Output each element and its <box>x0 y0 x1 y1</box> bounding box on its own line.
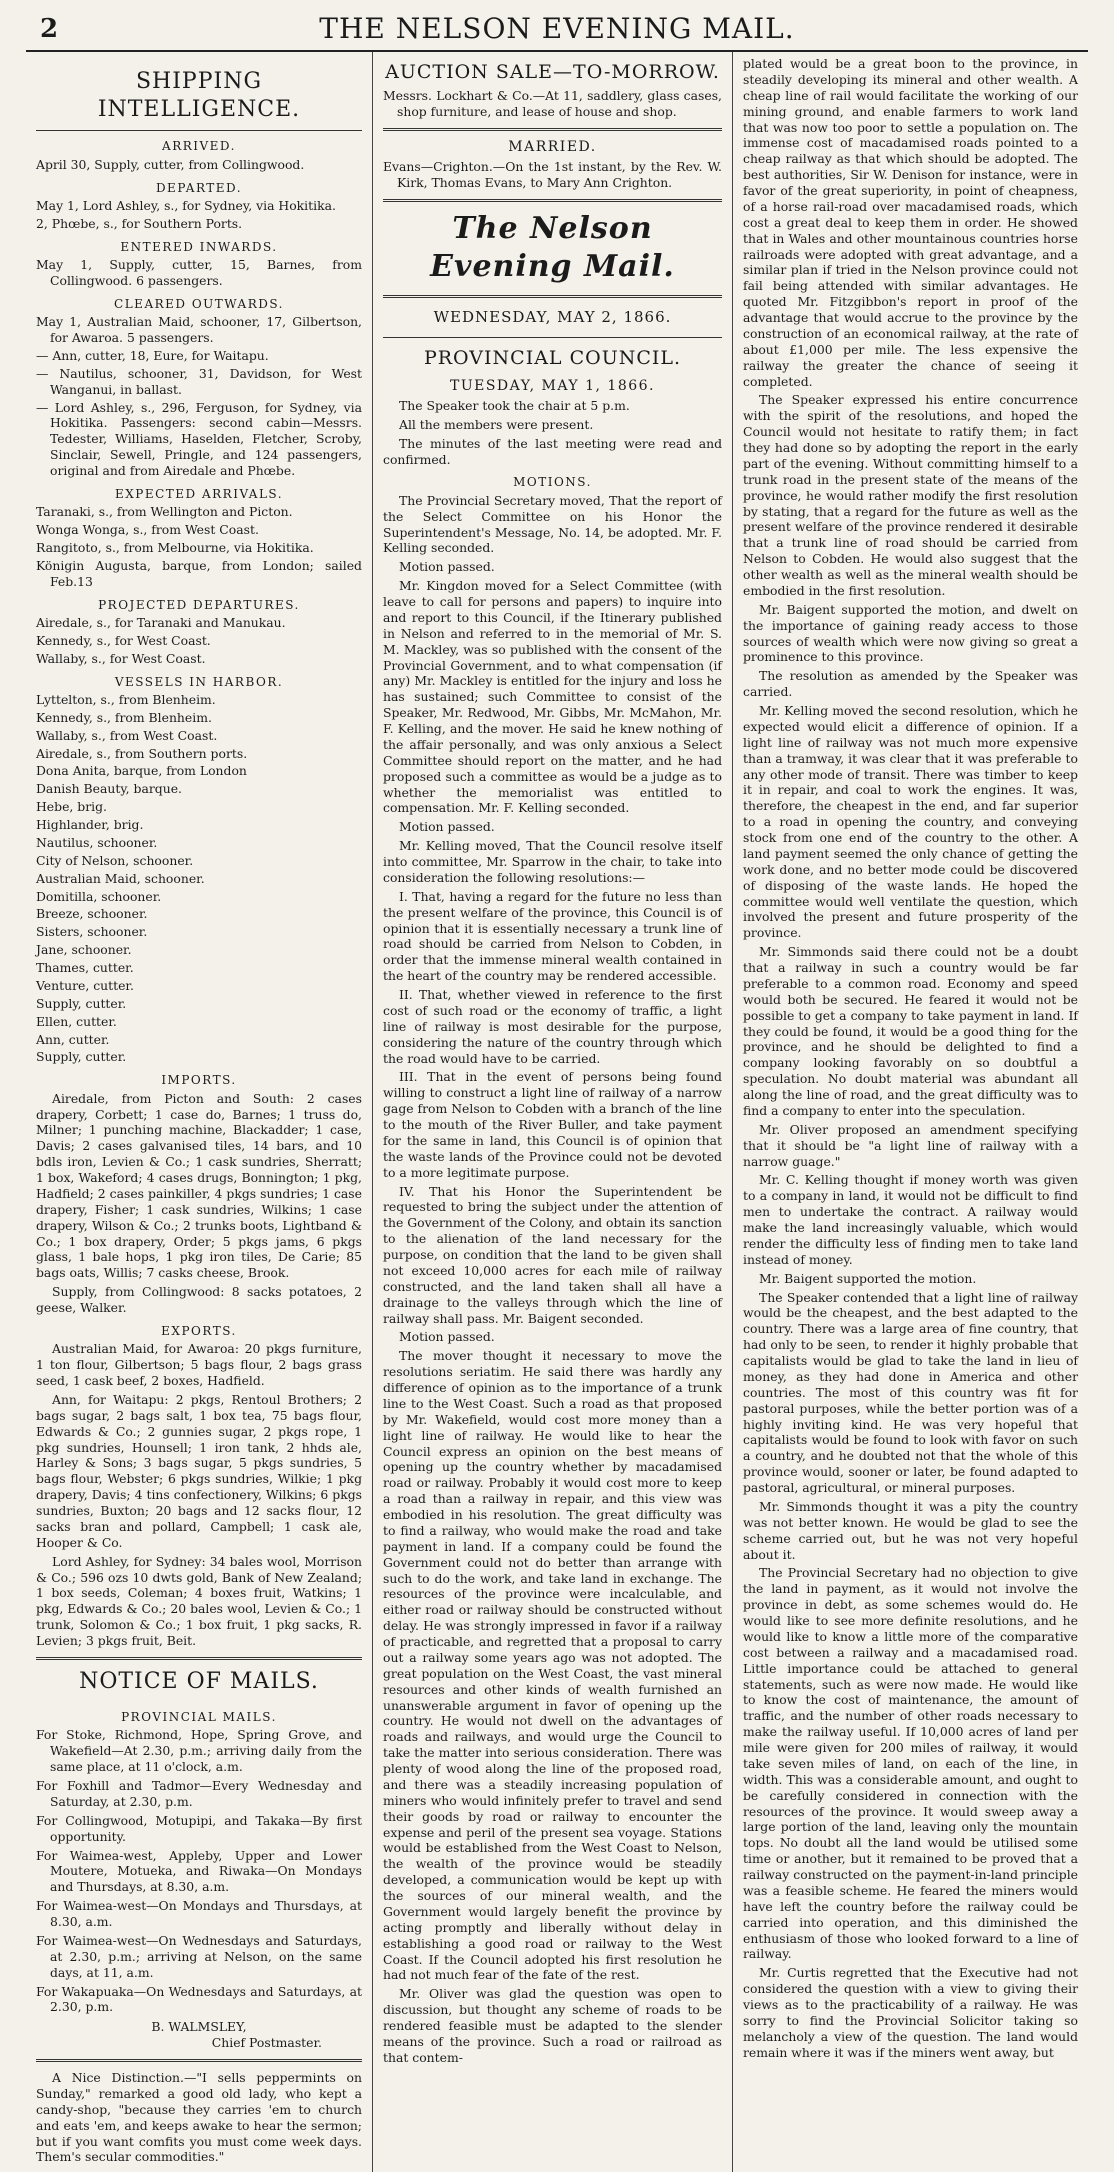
shipping-section-heading: VESSELS IN HARBOR. <box>114 674 284 689</box>
shipping-entry: Breeze, schooner. <box>36 906 148 922</box>
shipping-entry: — Nautilus, schooner, 31, Davidson, for West Wanganui, in ballast. <box>36 365 362 397</box>
export-entry: Ann, for Waitapu: 2 pkgs, Rentoul Brothers; 2 bags sugar, 2 bags salt, 1 box tea, 75 bags flour, Edwards & Co.; 2 gunnies sugar, 2 pkgs rope, 1 pkg sundries, Hounsell; 1 iron tank, 2 hhds ale, Harley & Sons; 3 bags sugar, 5 pkgs sundries, 5 bags flour, Webster; 6 pkgs sundries, Wilkie; 1 pkg drapery, Davis; 4 tins confectionery, Wilkins; 6 pkgs sundries, Buxton; 20 bags and 12 sacks flour, 12 sacks bran and pollard, Campbell; 1 cask ale, Hooper & Co. <box>36 1391 362 1550</box>
shipping-sections <box>36 139 362 1065</box>
nice-distinction: A Nice Distinction.—"I sells peppermints on Sunday," remarked a good old lady, who kept a candy-shop, "because they carries 'em to church and eats 'em, and keeps awake to hear the sermon; but if you want comfits you must come week days. Them's secular commodities." <box>36 2070 362 2165</box>
shipping-section-heading: DEPARTED. <box>155 180 243 195</box>
council-paragraph: Mr. Baigent supported the motion, and dwelt on the importance of gaining ready access to those sources of wealth which were now giving so great a prominence to this province. <box>743 601 1078 665</box>
shipping-entry: Rangitoto, s., from Melbourne, via Hokitika. <box>36 539 314 555</box>
mails-list <box>36 1727 362 2015</box>
shipping-section-heading: EXPECTED ARRIVALS. <box>114 486 284 501</box>
import-entry: Supply, from Collingwood: 8 sacks potatoes, 2 geese, Walker. <box>36 1284 362 1316</box>
council-paragraph: Mr. Simmonds thought it was a pity the country was not better known. He would be glad to see the scheme carried out, but he was not very hopeful about it. <box>743 1498 1078 1562</box>
council-title: PROVINCIAL COUNCIL. <box>423 346 682 369</box>
married-text: Evans—Crighton.—On the 1st instant, by the Rev. W. Kirk, Thomas Evans, to Mary Ann Crighton. <box>383 158 722 190</box>
council-paragraph: The Provincial Secretary moved, That the report of the Select Committee on his Honor the Superintendent's Message, No. 14, be adopted. Mr. F. Kelling seconded. <box>383 492 722 556</box>
shipping-entry: Dona Anita, barque, from London <box>36 763 247 779</box>
shipping-section-heading: ENTERED INWARDS. <box>120 239 278 254</box>
column-1 <box>26 52 372 2172</box>
page-number: 2 <box>40 14 59 44</box>
council-paragraph: The Provincial Secretary had no objection to give the land in payment, as it would not involve the province in debt, as some schemes would do. He would like to see more definite resolutions, and he would like to know a little more of the comparative cost between a railway and a macadamised road. Little importance could be attached to general statements, such as were now made. He would like to know the cost of maintenance, the amount of traffic, and the number of other roads necessary to make the railway useful. If 10,000 acres of land per mile were given for 200 miles of railway, it would take seven miles of land, on each of the line, in width. This was a considerable amount, and ought to be carefully considered in connection with the resources of the province. It would sweep away a large portion of the land, leaving only the mountain tops. No doubt all the land would be utilised some time or another, but it remained to be proved that a railway constructed on the payment-in-land principle was a feasible scheme. He feared the miners would have left the country before the railway could be carried into operation, and this diminished the enthusiasm of those who looked forward to a line of railway. <box>743 1565 1078 1962</box>
shipping-entry: Danish Beauty, barque. <box>36 781 182 797</box>
shipping-section-heading: PROJECTED DEPARTURES. <box>98 597 300 612</box>
shipping-entry: April 30, Supply, cutter, from Collingwood. <box>36 156 305 172</box>
shipping-title: SHIPPING INTELLIGENCE. <box>36 68 362 131</box>
mail-entry: For Wakapuaka—On Wednesdays and Saturdays, at 2.30, p.m. <box>36 1983 362 2015</box>
council-paragraph: Mr. Baigent supported the motion. <box>759 1270 977 1286</box>
exports-list <box>36 1341 362 1649</box>
shipping-entry: Ann, cutter. <box>36 1031 110 1047</box>
shipping-entry: Lyttelton, s., from Blenheim. <box>36 691 216 707</box>
paper-title: THE NELSON EVENING MAIL. <box>319 12 795 45</box>
masthead <box>26 8 1088 52</box>
mails-signature: B. WALMSLEY, <box>151 2019 247 2035</box>
council-paragraph: Mr. Curtis regretted that the Executive had not considered the question with a view to giving their views as to the practicability of a railway. He was sorry to find the Provincial Solicitor taking so melancholy a view of the question. The land would remain where it was if the miners went away, but <box>743 1965 1078 2060</box>
mail-entry: For Waimea-west, Appleby, Upper and Lower Moutere, Motueka, and Riwaka—On Mondays and Thursdays, at 8.30, a.m. <box>36 1847 362 1895</box>
married-title: MARRIED. <box>508 139 597 156</box>
shipping-entry: Kennedy, s., from Blenheim. <box>36 709 212 725</box>
council-continued <box>743 56 1078 2061</box>
mail-entry: For Waimea-west—On Wednesdays and Saturdays, at 2.30, p.m.; arriving at Nelson, on the same days, at 11, a.m. <box>36 1932 362 1980</box>
council-paragraph: Mr. C. Kelling thought if money worth was given to a company in land, it would not be difficult to find men to undertake the contract. A railway would make the land increasingly valuable, which would render the difficulty less of finding men to take land instead of money. <box>743 1172 1078 1267</box>
shipping-entry: Nautilus, schooner. <box>36 834 158 850</box>
shipping-entry: Airedale, s., for Taranaki and Manukau. <box>36 614 286 630</box>
shipping-entry: — Lord Ashley, s., 296, Ferguson, for Sydney, via Hokitika. Passengers: second cabin—Messrs. Tedester, Williams, Haselden, Fletcher, Scroby, Sinclair, Sewell, Pringle, and 124 passengers, original and from Airedale and Phœbe. <box>36 399 362 478</box>
council-paragraph: Mr. Oliver was glad the question was open to discussion, but thought any scheme of roads to be rendered feasible must be adapted to the slender means of the province. Such a road or railroad as that contem- <box>383 1986 722 2065</box>
auction-title: AUCTION SALE—TO-MORROW. <box>385 61 720 83</box>
shipping-entry: Sisters, schooner. <box>36 924 148 940</box>
auction-text: Messrs. Lockhart & Co.—At 11, saddlery, glass cases, shop furniture, and lease of house and shop. <box>383 88 722 120</box>
council-paragraphs <box>383 493 722 2066</box>
shipping-entry: Thames, cutter. <box>36 960 134 976</box>
shipping-entry: Wallaby, s., from West Coast. <box>36 727 218 743</box>
council-opening-line: The minutes of the last meeting were read and confirmed. <box>383 435 722 467</box>
shipping-entry: Highlander, brig. <box>36 817 144 833</box>
shipping-entry: 2, Phœbe, s., for Southern Ports. <box>36 215 243 231</box>
export-entry: Lord Ashley, for Sydney: 34 bales wool, Morrison & Co.; 596 ozs 10 dwts gold, Bank of New Zealand; 1 box seeds, Coleman; 4 boxes fruit, Watkins; 1 pkg, Edwards & Co.; 20 bales wool, Levien & Co.; 1 trunk, Solomon & Co.; 1 box fruit, 1 pkg sacks, R. Levien; 3 pkgs fruit, Beit. <box>36 1553 362 1649</box>
shipping-entry: — Ann, cutter, 18, Eure, for Waitapu. <box>36 347 269 363</box>
council-opening-line: The Speaker took the chair at 5 p.m. <box>399 397 630 413</box>
shipping-entry: May 1, Lord Ashley, s., for Sydney, via Hokitika. <box>36 197 336 213</box>
shipping-entry: Ellen, cutter. <box>36 1013 117 1029</box>
council-paragraph: Mr. Oliver proposed an amendment specifying that it should be "a light line of railway with a narrow guage." <box>743 1121 1078 1169</box>
council-opening-line: All the members were present. <box>399 416 594 432</box>
column-3 <box>732 52 1088 2172</box>
shipping-entry: Taranaki, s., from Wellington and Picton. <box>36 504 293 520</box>
council-paragraph: The Speaker contended that a light line of railway would be the cheapest, and the best adapted to the country. There was a large area of fine country, that had only to be seen, to render it highly probable that capitalists would be glad to take the land in lieu of money, as they had done in America and other countries. The most of this country was fit for pastoral purposes, while the better portion was of a highly inviting kind. He was very hopeful that capitalists would be found to look with favor on such a country, and he doubted not that the whole of this province would, sooner or later, be found adapted to pastoral, agricultural, or mineral purposes. <box>743 1289 1078 1495</box>
column-2 <box>372 52 732 2172</box>
council-paragraph: Mr. Kelling moved the second resolution, which he expected would elicit a difference of opinion. If a light line of railway was not much more expensive than a tramway, it was clear that it was preferable to any other mode of transit. There was timber to keep it in repair, and coal to work the engines. It was, therefore, the cheapest in the end, and far superior to a road in opening the country, and conveying stock from one end of the country to the other. A land payment seemed the only chance of getting the work done, and no better mode could be discovered of disposing of the waste lands. He hoped the committee would well ventilate the question, which involved the present and future prosperity of the province. <box>743 703 1078 941</box>
shipping-entry: Wallaby, s., for West Coast. <box>36 650 206 666</box>
shipping-entry: City of Nelson, schooner. <box>36 852 194 868</box>
exports-heading: EXPORTS. <box>161 1323 237 1338</box>
council-paragraph: Motion passed. <box>399 819 495 835</box>
council-paragraph: Motion passed. <box>399 559 495 575</box>
council-paragraph: Mr. Kelling moved, That the Council resolve itself into committee, Mr. Sparrow in the chair, to take into consideration the following resolutions:— <box>383 838 722 885</box>
mail-entry: For Waimea-west—On Mondays and Thursdays, at 8.30, a.m. <box>36 1898 362 1930</box>
council-paragraph: Motion passed. <box>399 1329 495 1345</box>
shipping-entry: Australian Maid, schooner. <box>36 870 205 886</box>
nameplate: The Nelson Evening Mail. <box>430 210 675 285</box>
council-date: TUESDAY, MAY 1, 1866. <box>449 378 655 394</box>
export-entry: Australian Maid, for Awaroa: 20 pkgs furniture, 1 ton flour, Gilbertson; 5 bags flour, 2 bags grass seed, 1 cask beef, 2 boxes, Hadfield. <box>36 1341 362 1389</box>
mails-title: NOTICE OF MAILS. <box>79 1668 319 1694</box>
shipping-entry: Hebe, brig. <box>36 799 107 815</box>
shipping-entry: Kennedy, s., for West Coast. <box>36 632 211 648</box>
shipping-entry: May 1, Australian Maid, schooner, 17, Gilbertson, for Awaroa. 5 passengers. <box>36 314 362 345</box>
council-paragraph: plated would be a great boon to the province, in steadily developing its mineral and other wealth. A cheap line of rail would facilitate the working of our mining ground, and enable farmers to work land that was now too poor to settle a population on. The immense cost of macadamised roads pointed to a cheap railway as that which should be adopted. The best authorities, Sir W. Denison for instance, were in favor of the great superiority, in point of cheapness, of a horse rail-road over macadamised roads, which cost a great deal to keep them in order. He showed that in Wales and other mountainous countries horse railroads were adopted with great advantage, and a similar plan if tried in the Nelson province could not fail being attended with similar advantages. He quoted Mr. Fitzgibbon's report in proof of the advantage that would accrue to the province by the construction of an economical railway, at the rate of about £1,000 per mile. The less expensive the railway the greater the chance of seeing it completed. <box>743 56 1078 389</box>
dateline: WEDNESDAY, MAY 2, 1866. <box>433 307 672 326</box>
import-entry: Airedale, from Picton and South: 2 cases drapery, Corbett; 1 case do, Barnes; 1 truss do, Milner; 1 punching machine, Blackadder; 1 case, Davis; 2 cases galvanised tiles, 14 bars, and 10 bdls iron, Levien & Co.; 1 cask sundries, Sherratt; 1 box, Wakeford; 4 cases drugs, Bonnington; 1 pkg, Hadfield; 2 cases painkiller, 4 pkgs sundries; 1 case drapery, Fisher; 1 cask sundries, Wilkins; 1 case drapery, Wilson & Co.; 2 trunks boots, Lightband & Co.; 1 box drapery, Order; 5 pkgs jams, 6 pkgs glass, 1 bale hops, 1 pkg iron tiles, De Carie; 85 bags oats, Willis; 7 casks cheese, Brook. <box>36 1090 362 1281</box>
mail-entry: For Stoke, Richmond, Hope, Spring Grove, and Wakefield—At 2.30, p.m.; arriving daily from the same place, at 11 o'clock, a.m. <box>36 1727 362 1775</box>
shipping-entry: Jane, schooner. <box>36 942 132 958</box>
council-paragraph: IV. That his Honor the Superintendent be requested to bring the subject under the attention of the Government of the Colony, and obtain its sanction to the alienation of the land necessary for the purpose, on condition that the land to be given shall not exceed 10,000 acres for each mile of railway constructed, and the land taken shall all have a drainage to the valleys through which the line of railway shall pass. Mr. Baigent seconded. <box>383 1183 722 1326</box>
shipping-entry: Königin Augusta, barque, from London; sailed Feb.13 <box>36 557 362 589</box>
council-paragraph: I. That, having a regard for the future no less than the present welfare of the province, this Council is of opinion that it is essentially necessary a trunk line of road should be carried from Nelson to Cobden, in order that the immense mineral wealth contained in the heart of the country may be rendered accessible. <box>383 888 722 984</box>
imports-list <box>36 1091 362 1316</box>
council-paragraph: The resolution as amended by the Speaker was carried. <box>743 668 1078 700</box>
shipping-entry: Airedale, s., from Southern ports. <box>36 745 248 761</box>
mail-entry: For Foxhill and Tadmor—Every Wednesday and Saturday, at 2.30, p.m. <box>36 1778 362 1809</box>
council-paragraph: Mr. Simmonds said there could not be a doubt that a railway in such a country would be far preferable to a common road. Economy and speed would both be secured. He feared it would not be possible to get a company to take payment in land. If they could be found, it would be a good thing for the province, and he should be delighted to find a company looking favorably on so doubtful a speculation. No doubt material was abundant all along the line of road, and the great difficulty was to find a company to enter into the speculation. <box>743 944 1078 1118</box>
mails-signature-role: Chief Postmaster. <box>211 2035 322 2051</box>
shipping-entry: May 1, Supply, cutter, 15, Barnes, from Collingwood. 6 passengers. <box>36 257 362 288</box>
shipping-entry: Supply, cutter. <box>36 1049 127 1065</box>
mails-subtitle: PROVINCIAL MAILS. <box>121 1710 277 1725</box>
shipping-entry: Supply, cutter. <box>36 995 127 1011</box>
shipping-section-heading: ARRIVED. <box>162 139 236 154</box>
shipping-entry: Wonga Wonga, s., from West Coast. <box>36 522 259 538</box>
council-opening <box>383 398 722 468</box>
council-paragraph: The mover thought it necessary to move the resolutions seriatim. He said there was hardly any difference of opinion as to the importance of a trunk line to the West Coast. Such a road as that proposed by Mr. Wakefield, would cost more money than a light line of railway. He would like to hear the Council express an opinion on the best means of opening up the country whether by macadamised road or railway. Probably it would cost more to keep a road than a railway in repair, and this view was embodied in his resolution. The great difficulty was to find a railway, who would make the road and take payment in land. If a company could be found the Government could not do better than arrange with such to do the work, and take land in exchange. The resources of the province were incalculable, and either road or railway should be constructed without delay. He was strongly impressed in favor if a railway of practicable, and regretted that a proposal to carry out a railway some years ago was not adopted. The great population on the West Coast, the vast mineral resources and other kinds of wealth furnished an unanswerable argument in favor of opening up the country. He would not dwell on the advantages of roads and railways, and would urge the Council to take the matter into serious consideration. There was plenty of wood along the line of the proposed road, and there was a steadily increasing population of miners who would infinitely prefer to travel and send their goods by road or railway to encounter the expense and peril of the present sea voyage. Stations would be established from the West Coast to Nelson, the wealth of the province would be steadily developed, a communication would be kept up with the sources of our mineral wealth, and the Government would largely benefit the province by acting promptly and liberally without delay in establishing a good road or railway to the West Coast. If the Council adopted his first resolution he had not much fear of the fate of the rest. <box>383 1348 722 1983</box>
shipping-section-heading: CLEARED OUTWARDS. <box>114 296 284 311</box>
mail-entry: For Collingwood, Motupipi, and Takaka—By first opportunity. <box>36 1812 362 1844</box>
shipping-entry: Domitilla, schooner. <box>36 888 162 904</box>
council-paragraph: III. That in the event of persons being found willing to construct a light line of railway of a narrow gage from Nelson to Cobden with a branch of the line to the mouth of the River Buller, and take payment for the same in land, this Council is of opinion that the waste lands of the Province could not be devoted to a more legitimate purpose. <box>383 1069 722 1180</box>
council-paragraph: II. That, whether viewed in reference to the first cost of such road or the economy of traffic, a light line of railway is most desirable for the purpose, considering the nature of the country through which the road would have to be carried. <box>383 987 722 1066</box>
motions-heading: MOTIONS. <box>513 475 592 490</box>
council-paragraph: Mr. Kingdon moved for a Select Committee (with leave to call for persons and papers) to inquire into and report to this Council, if the Itinerary published in Nelson and referred to in the memorial of Mr. S. M. Mackley, was so published with the consent of the Provincial Government, and to what compensation (if any) Mr. Mackley is entitled for the injury and loss he has sustained; such Committee to consist of the Speaker, Mr. Redwood, Mr. Gibbs, Mr. McMahon, Mr. F. Kelling, and the mover. He said he knew nothing of the affair personally, and was only anxious a Select Committee should report on the matter, and he had proposed such a committee as would be a judge as to whether the memorialist was entitled to compensation. Mr. F. Kelling seconded. <box>383 578 722 816</box>
imports-heading: IMPORTS. <box>161 1073 237 1088</box>
council-paragraph: The Speaker expressed his entire concurrence with the spirit of the resolutions, and hoped the Council would not hesitate to ratify them; in fact they had done so by adopting the report in the early part of the evening. Without committing himself to a trunk road in the present state of the means of the province, he would rather modify the first resolution by stating, that a regard for the future as well as the present welfare of the province rendered it desirable that a trunk line of road should be carried from Nelson to Cobden. He would also suggest that the other wealth as well as the mineral wealth should be embodied in the first resolution. <box>743 392 1078 598</box>
shipping-entry: Venture, cutter. <box>36 977 134 993</box>
